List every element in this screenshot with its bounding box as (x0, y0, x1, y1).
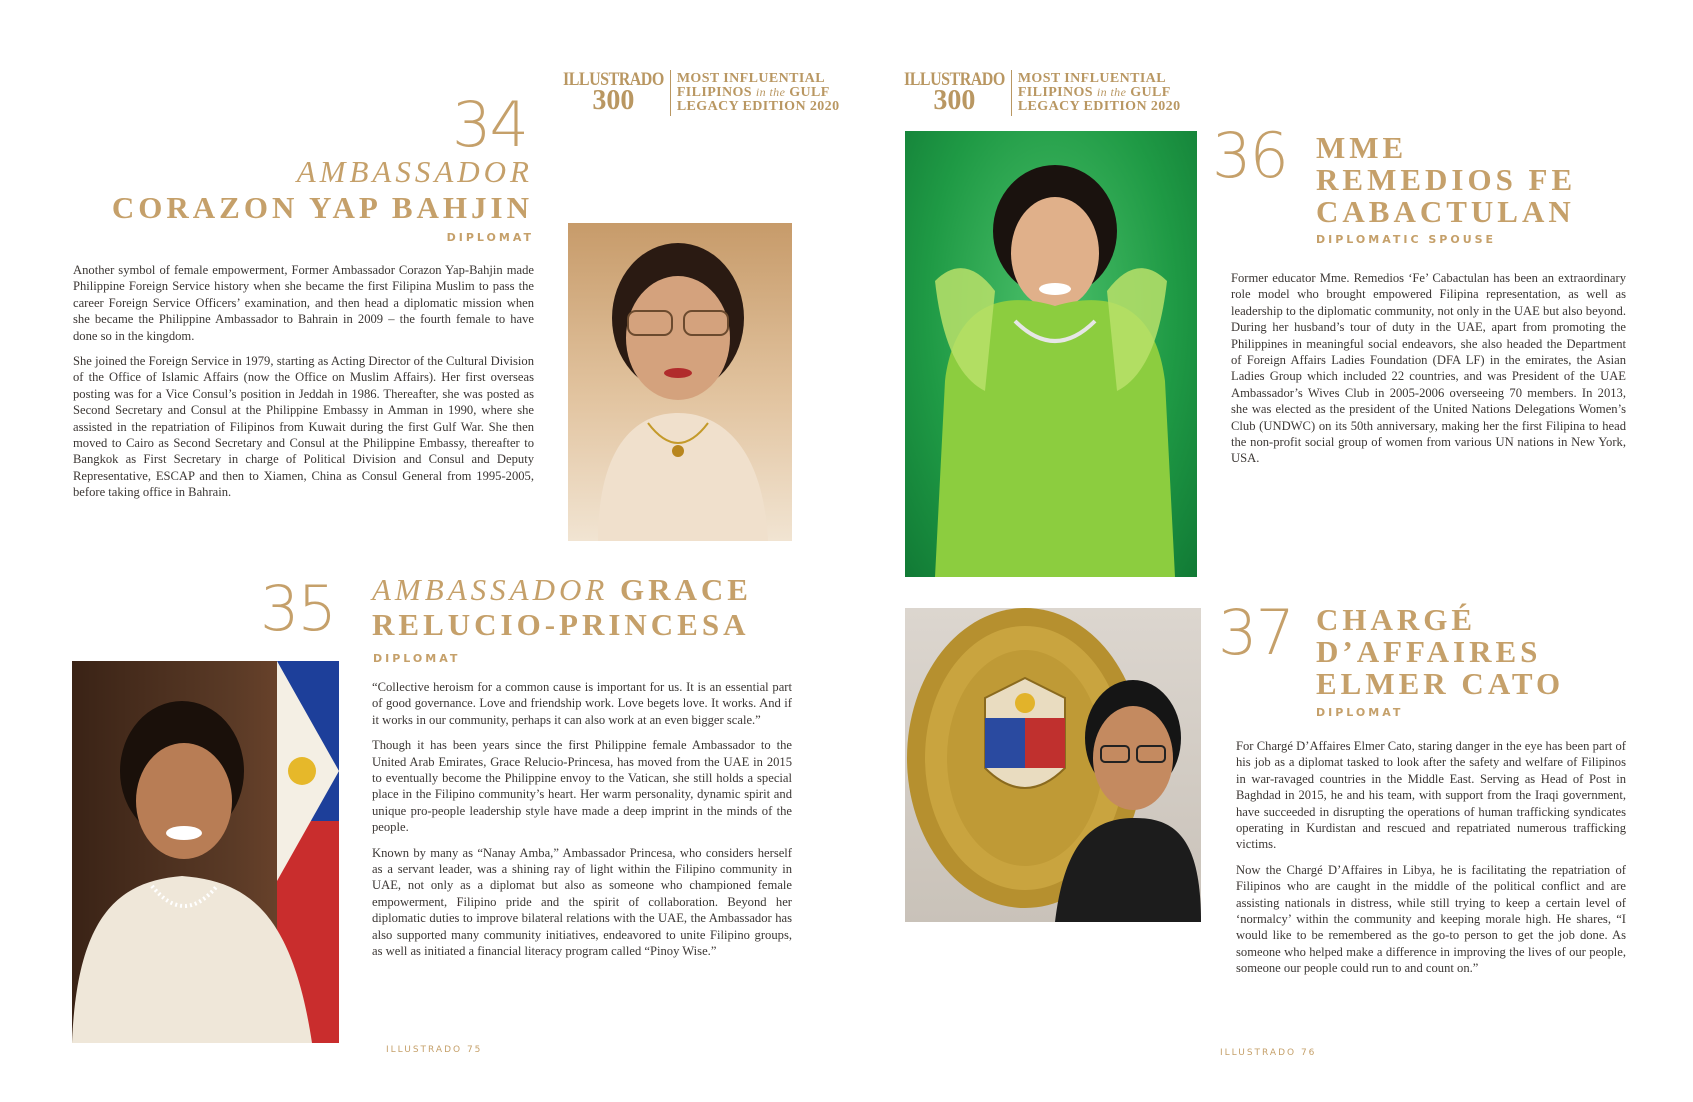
entry-body-35 (372, 679, 792, 969)
entry-title-36-line2: REMEDIOS FE (1316, 162, 1577, 197)
logo-300: 300 (592, 84, 635, 116)
entry-body-36 (1231, 270, 1626, 476)
logo-line2c: GULF (1130, 85, 1171, 100)
paragraph: Though it has been years since the first Philippine female Ambassador to the United Arab Emirates, Grace Relucio-Princesa, has moved from the UAE in 2015 to eventually become the Philippine envoy to the Vatican, she still holds a special place in the Filipino community’s heart. Her warm personality, dynamic spirit and unique pro-people leadership style have made a deep imprint in the minds of the people. (372, 738, 792, 835)
magazine-logo-left (563, 70, 839, 116)
paragraph: Now the Chargé D’Affaires in Libya, he is facilitating the repatriation of Filipinos who are caught in the middle of the political conflict and are assisting nationals in distress, while still trying to keep a certain level of ‘normalcy’ within the community and keeping morale high. He shares, “I would like to be remembered as the go-to person to get the job done. As someone who helped make a difference in improving the lives of our people, someone our people could run to and count on.” (1236, 862, 1626, 976)
paragraph: Former educator Mme. Remedios ‘Fe’ Cabactulan has been an extraordinary role model who brought empowered Filipina representation, as well as leadership to the diplomatic community, not only in the UAE but also beyond. During her husband’s tour of duty in the UAE, apart from promoting the Philippines in meaningful social endeavors, she also headed the Department of Foreign Affairs Ladies Foundation (DFA LF) in the emirates, the Asian Ladies Group which included 22 countries, and was President of the UAE Ambassador’s Wives Club in 2005-2006 overseeing 70 members. In 2013, she was elected as the president of the United Nations Delegations Women’s Club (UNDWC) on its 50th anniversary, making her the first Filipina to head the non-profit social group of women from various UN nations in New York, USA. (1231, 271, 1626, 466)
entry-title-37-line3: ELMER CATO (1316, 666, 1565, 701)
entry-title-37-line2: D’AFFAIRES (1316, 634, 1542, 669)
entry-body-34 (73, 262, 534, 510)
logo-line2a: FILIPINOS (676, 85, 752, 100)
paragraph: Known by many as “Nanay Amba,” Ambassador Princesa, who considers herself as a servant leader, was a shining ray of light within the Filipino community in UAE, not only as a diplomat but also as someone who championed female empowerment, Filipino pride and the spirit of collaboration. Beyond her diplomatic duties to improve bilateral relations with the UAE, the Ambassador has also supported many community initiatives, endeavored to unite Filipino groups, as well as initiated a financial literacy program called “Pinoy Wise.” (372, 845, 792, 959)
entry-title-37-line1: CHARGÉ (1316, 602, 1477, 637)
logo-line1: MOST INFLUENTIAL (676, 71, 825, 86)
entry-subtitle-37: DIPLOMAT (1316, 706, 1404, 719)
entry-title-36-line3: CABACTULAN (1316, 194, 1575, 229)
entry-title-34-italic: AMBASSADOR (296, 154, 533, 189)
portrait-elmer-cato (905, 608, 1201, 922)
logo-illustrado: ILLUSTRADO (904, 69, 1005, 90)
logo-line1: MOST INFLUENTIAL (1017, 71, 1166, 86)
entry-number-34: 34 (452, 88, 527, 161)
paragraph: Another symbol of female empowerment, Former Ambassador Corazon Yap-Bahjin made Philippine Foreign Service history when she became the first Filipina Muslim to pass the career Foreign Service Officers’ examination, and then head a diplomatic mission when she became the Philippine Ambassador to Bahrain in 2009 – the fourth female to have done so in the kingdom. (73, 263, 534, 343)
entry-title-34-name: CORAZON YAP BAHJIN (111, 190, 533, 225)
logo-divider (1011, 70, 1012, 116)
paragraph: “Collective heroism for a common cause is important for us. It is an essential part of good governance. Love and friendship work. Love begets love. It works. And if it works in our community, perhaps it can also work at an even bigger scale.” (372, 680, 792, 727)
logo-illustrado: ILLUSTRADO (563, 69, 664, 90)
logo-line2b: in the (1096, 85, 1127, 99)
entry-subtitle-35: DIPLOMAT (373, 652, 461, 665)
portrait-grace-relucio-princesa (72, 661, 339, 1043)
logo-line3: LEGACY EDITION 2020 (676, 99, 840, 114)
logo-line2a: FILIPINOS (1017, 85, 1093, 100)
paragraph: For Chargé D’Affaires Elmer Cato, staring danger in the eye has been part of his job as a diplomat tasked to look after the safety and welfare of Filipinos in war-ravaged countries in the Middle East. Serving as Head of Post in Baghdad in 2015, he and his team, with support from the Iraqi government, have succeeded in disrupting the operations of human trafficking syndicates operating in Kurdistan and rescued and repatriated numerous trafficking victims. (1236, 739, 1626, 852)
entry-number-37: 37 (1218, 596, 1293, 669)
entry-title-35-line1: AMBASSADOR GRACE (372, 572, 752, 607)
portrait-remedios-fe-cabactulan (905, 131, 1197, 577)
logo-line2b: in the (755, 85, 786, 99)
page-folio-left: ILLUSTRADO 75 (386, 1045, 483, 1055)
entry-body-37 (1236, 738, 1626, 986)
entry-subtitle-36: DIPLOMATIC SPOUSE (1316, 233, 1497, 246)
logo-300: 300 (933, 84, 976, 116)
logo-divider (670, 70, 671, 116)
entry-number-36: 36 (1212, 119, 1287, 192)
magazine-logo-right (904, 70, 1180, 116)
logo-line2c: GULF (789, 85, 830, 100)
entry-title-35-line2: RELUCIO-PRINCESA (372, 607, 750, 642)
page-folio-right: ILLUSTRADO 76 (1220, 1048, 1317, 1058)
logo-line3: LEGACY EDITION 2020 (1017, 99, 1181, 114)
paragraph: She joined the Foreign Service in 1979, starting as Acting Director of the Cultural Division of the Office of Islamic Affairs (now the Office on Muslim Affairs). Her first overseas posting was for a Vice Consul’s position in Jeddah in 1986. Thereafter, she was posted as Second Secretary and Consul at the Philippine Embassy in Amman in 1990, where she assisted in the repatriation of Filipinos from Kuwait during the first Gulf War. She then moved to Cairo as Second Secretary and Consul at the Philippine Embassy, thereafter to Bangkok as First Secretary in charge of Political Division and Consul and Deputy Representative, ESCAP and then to Xiamen, China as Consul General from 1995-2005, before taking office in Bahrain. (73, 354, 534, 500)
entry-number-35: 35 (260, 572, 335, 645)
portrait-corazon-yap-bahjin (568, 223, 792, 541)
entry-title-36-line1: MME (1316, 130, 1408, 165)
entry-subtitle-34: DIPLOMAT (446, 231, 534, 244)
